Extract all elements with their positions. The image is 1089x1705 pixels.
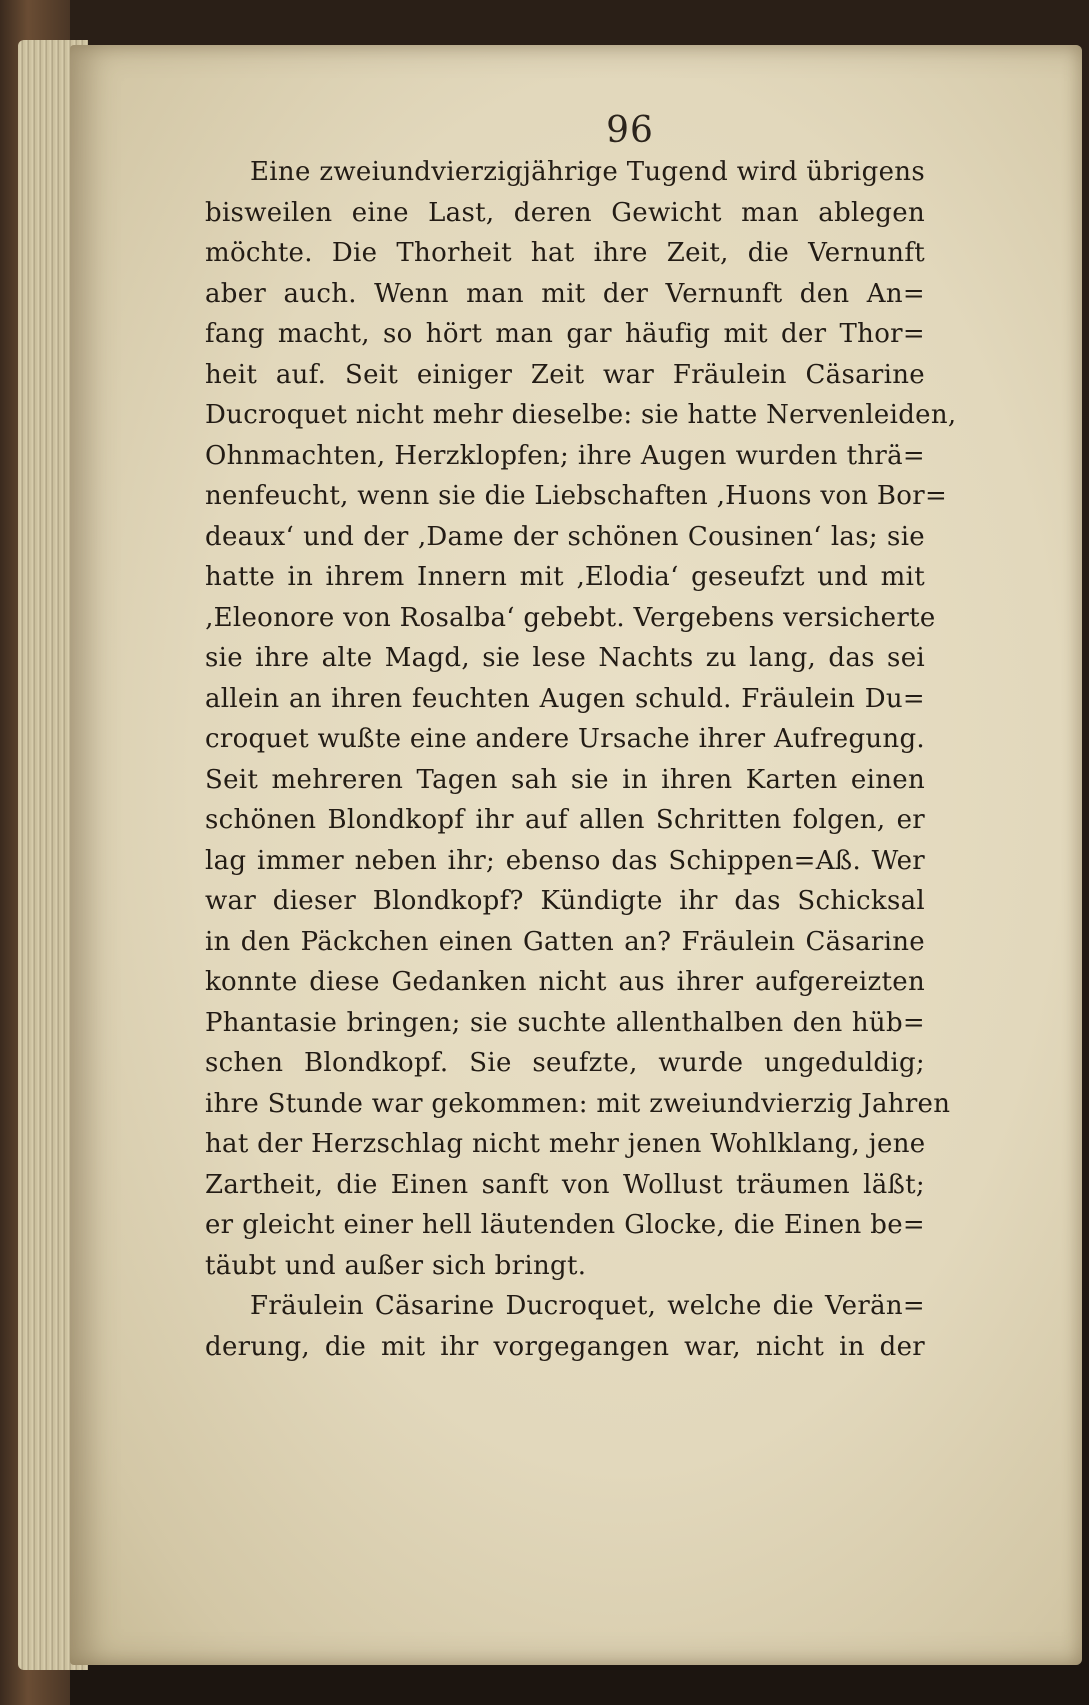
text-line: heit auf. Seit einiger Zeit war Fräulein Cäsarine [205,359,925,390]
page-number: 96 [606,110,654,151]
text-line: derung, die mit ihr vorgegangen war, nicht in der [205,1331,925,1362]
text-line: bisweilen eine Last, deren Gewicht man ablegen [205,197,925,228]
text-line: hat der Herzschlag nicht mehr jenen Wohlklang, jene [205,1129,926,1159]
text-line: nenfeucht, wenn sie die Liebschaften ‚Huons von Bor= [205,481,948,511]
body-text [205,152,957,1367]
text-line: ihre Stunde war gekommen: mit zweiundvierzig Jahren [205,1088,951,1119]
text-line: schen Blondkopf. Sie seufzte, wurde ungeduldig; [205,1048,925,1078]
text-line: in den Päckchen einen Gatten an? Fräulein Cäsarine [205,926,925,957]
text-line: Zartheit, die Einen sanft von Wollust träumen läßt; [205,1169,925,1200]
text-line: ‚Eleonore von Rosalba‘ gebebt. Vergebens versicherte [205,602,936,633]
text-line: deaux‘ und der ‚Dame der schönen Cousinen‘ las; sie [205,521,925,552]
text-line: möchte. Die Thorheit hat ihre Zeit, die Vernunft [205,238,925,268]
text-line: er gleicht einer hell läutenden Glocke, die Einen be= [205,1210,925,1240]
text-line: Seit mehreren Tagen sah sie in ihren Karten einen [205,764,925,795]
text-line: sie ihre alte Magd, sie lese Nachts zu lang, das sei [205,643,925,673]
text-line: war dieser Blondkopf? Kündigte ihr das Schicksal [205,886,925,916]
text-line: lag immer neben ihr; ebenso das Schippen=Aß. Wer [205,845,925,876]
text-line: schönen Blondkopf ihr auf allen Schritten folgen, er [205,805,925,835]
text-line: aber auch. Wenn man mit der Vernunft den An= [205,278,925,309]
text-line: Ohnmachten, Herzklopfen; ihre Augen wurden thrä= [205,440,925,471]
text-line: hatte in ihrem Innern mit ‚Elodia‘ geseufzt und mit [205,562,925,592]
text-line: Ducroquet nicht mehr dieselbe: sie hatte Nervenleiden, [205,400,957,430]
text-line: täubt und außer sich bringt. [205,1250,587,1281]
text-line: Fräulein Cäsarine Ducroquet, welche die Verän= [250,1291,925,1321]
text-line: konnte diese Gedanken nicht aus ihrer aufgereizten [205,967,925,997]
text-line: croquet wußte eine andere Ursache ihrer Aufregung. [205,724,925,754]
text-line: Phantasie bringen; sie suchte allenthalben den hüb= [205,1007,925,1038]
text-line: allein an ihren feuchten Augen schuld. Fräulein Du= [205,683,925,714]
text-line: Eine zweiundvierzigjährige Tugend wird übrigens [250,157,925,187]
text-line: fang macht, so hört man gar häufig mit der Thor= [205,319,925,349]
